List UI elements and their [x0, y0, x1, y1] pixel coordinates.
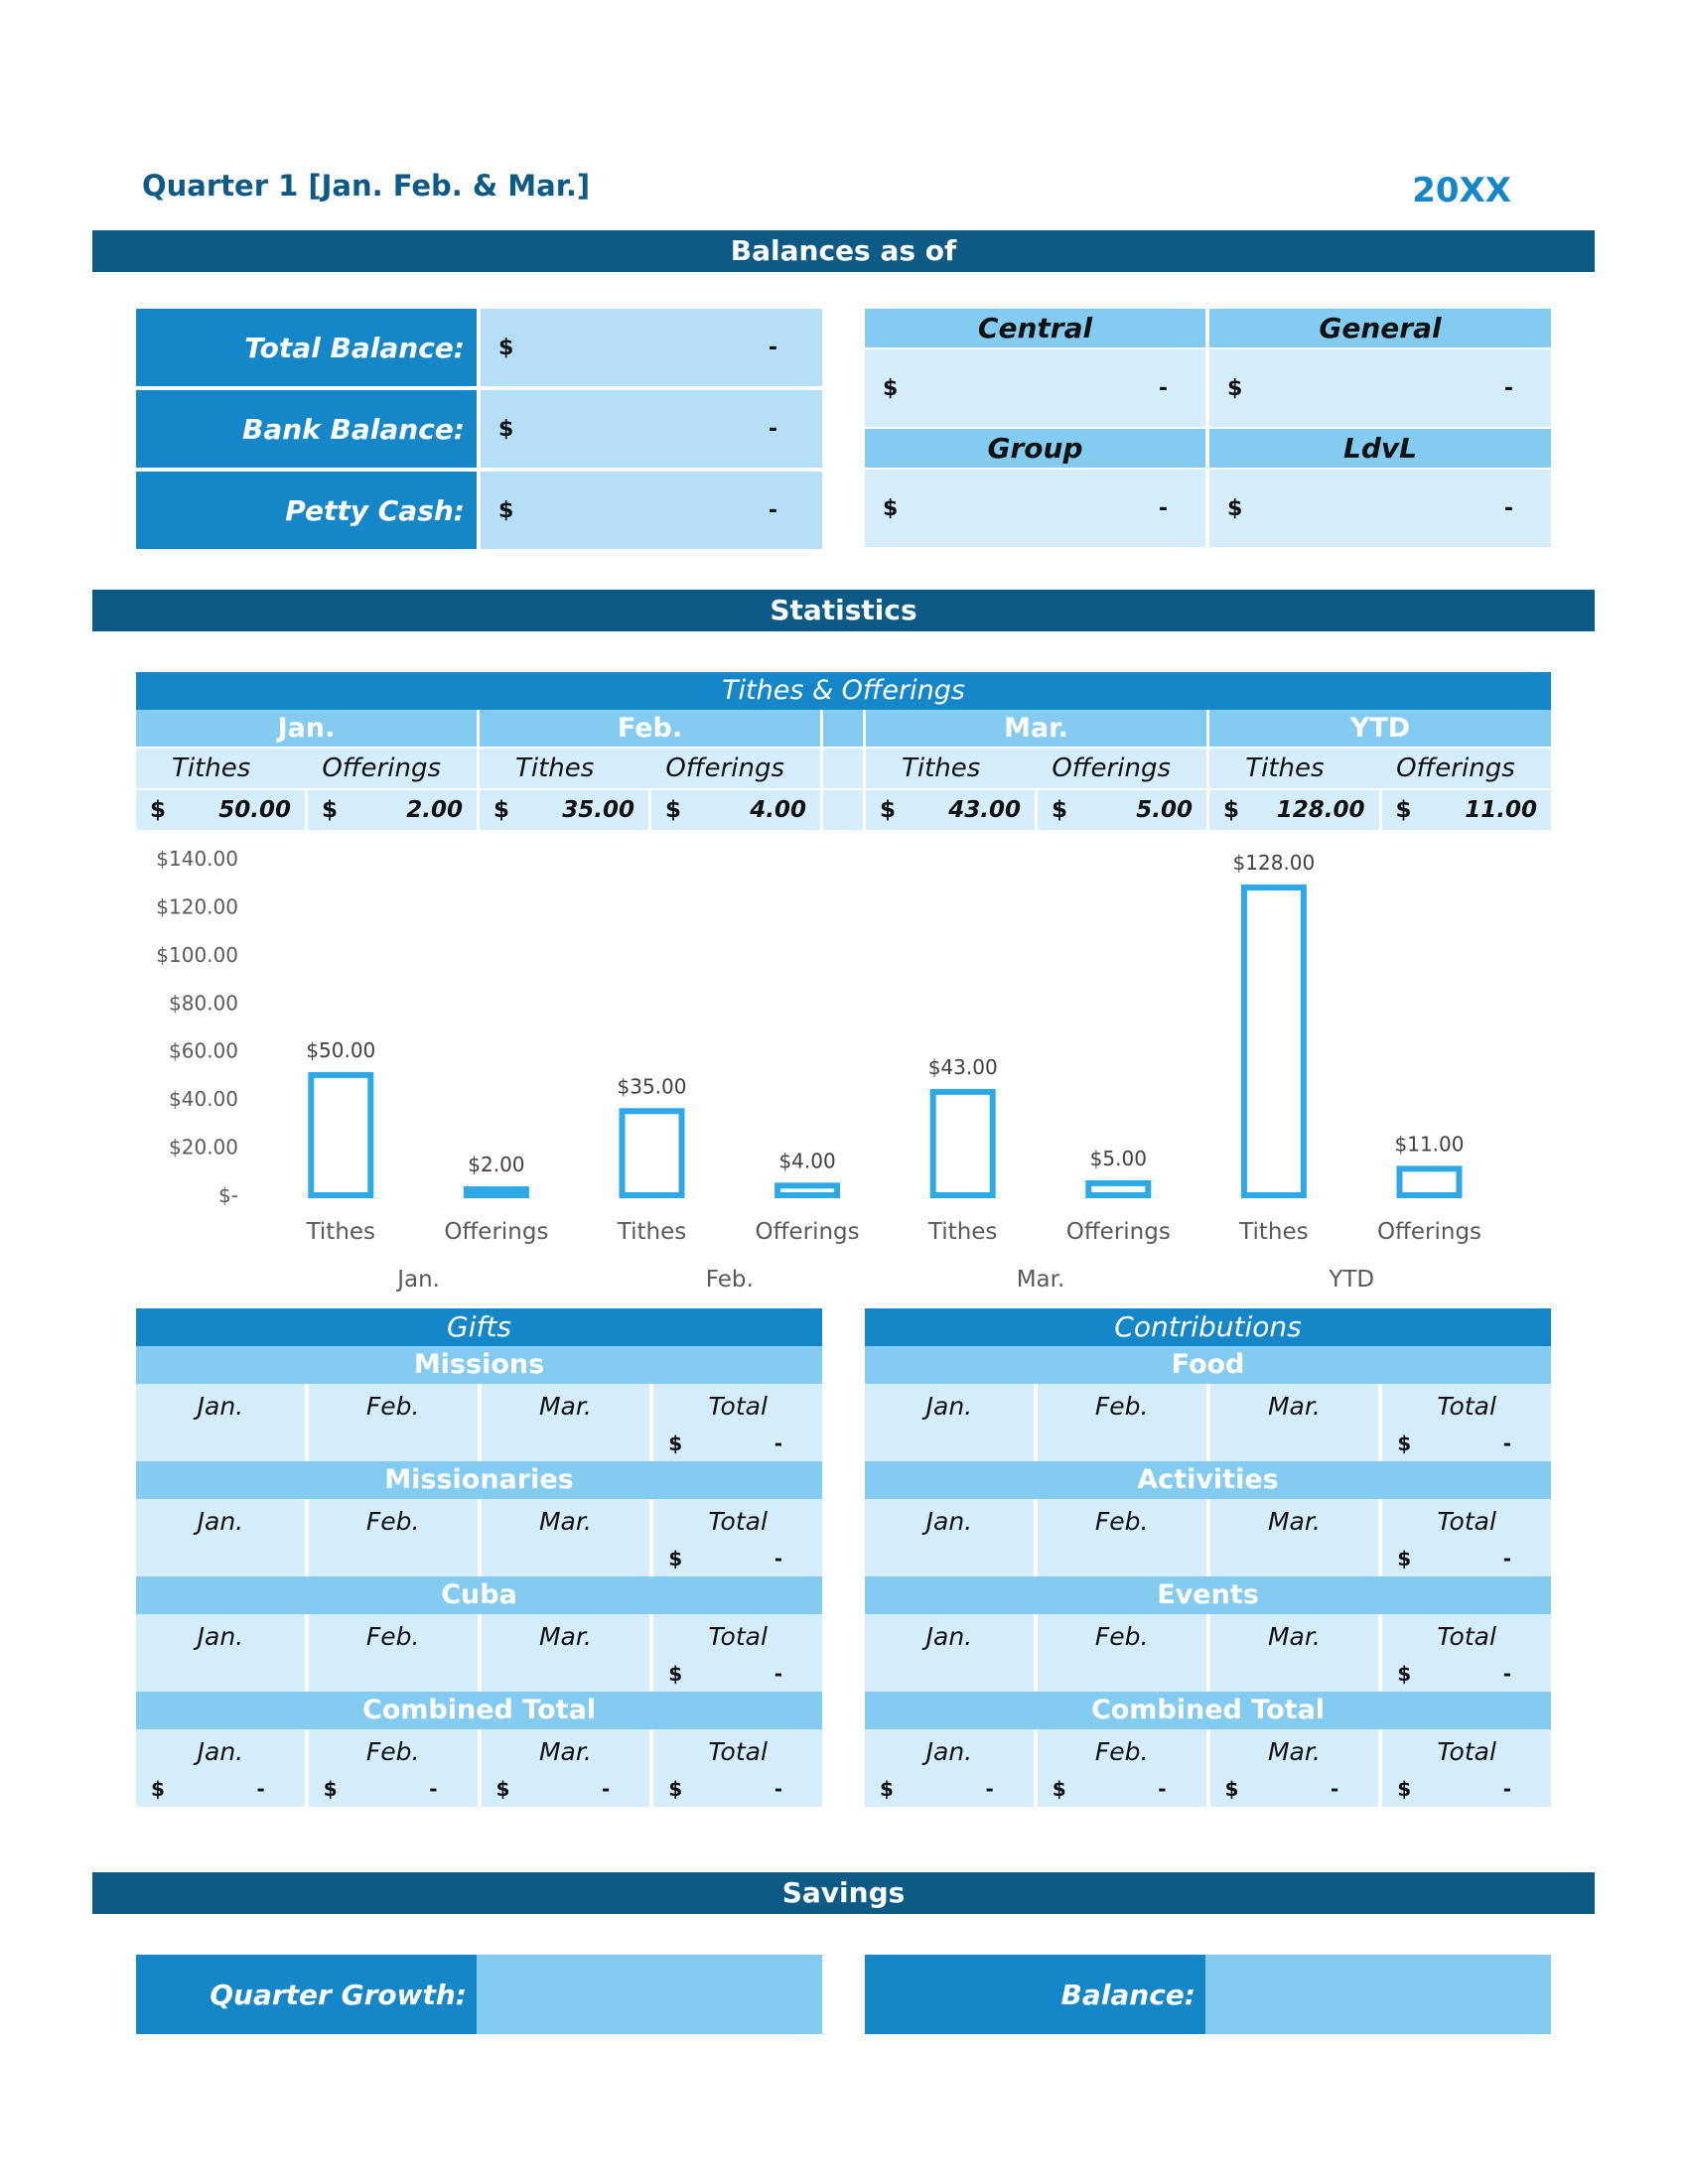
bar — [1088, 1183, 1148, 1195]
month-cell — [309, 1729, 478, 1807]
category-label: Offerings — [755, 1219, 860, 1245]
month-cell — [1382, 1614, 1551, 1692]
data-label: $4.00 — [778, 1149, 836, 1173]
currency-symbol: $ — [1224, 1777, 1239, 1801]
month-label: Total — [708, 1737, 768, 1766]
month-cell — [1382, 1384, 1551, 1461]
group-label: Mar. — [1016, 1267, 1065, 1293]
month-cell — [482, 1729, 650, 1807]
offerings-label: Offerings — [1052, 753, 1171, 783]
currency-symbol: $ — [1395, 797, 1412, 823]
currency-symbol: $ — [883, 495, 899, 521]
year-label: 20XX — [1412, 171, 1511, 210]
month-label: Jan. — [197, 1507, 244, 1536]
month-cell — [136, 1499, 305, 1576]
amount: 11.00 — [1465, 797, 1537, 823]
group-label: YTD — [1329, 1267, 1375, 1293]
amount: - — [1502, 1432, 1511, 1455]
category-label: Tithes — [1239, 1219, 1309, 1245]
month-cell — [653, 1614, 822, 1692]
quarter-title: Quarter 1 [Jan. Feb. & Mar.] — [142, 169, 591, 203]
amount: - — [1158, 375, 1168, 401]
month-cell — [482, 1499, 650, 1576]
amount: 4.00 — [750, 797, 806, 823]
bar — [623, 1111, 682, 1195]
data-label: $50.00 — [306, 1037, 376, 1062]
period-subheader — [866, 749, 1206, 788]
y-tick-label: $60.00 — [169, 1038, 238, 1063]
currency-symbol: $ — [498, 416, 514, 442]
amount: - — [1503, 375, 1513, 401]
month-label: Feb. — [365, 1392, 420, 1421]
currency-symbol: $ — [880, 797, 897, 823]
savings-heading: Savings — [92, 1872, 1595, 1914]
bar — [1244, 887, 1304, 1195]
period-subheader — [136, 749, 477, 788]
month-label: Jan. — [197, 1737, 244, 1766]
account-header-general: General — [1209, 309, 1551, 347]
currency-symbol: $ — [498, 497, 514, 523]
month-label: Total — [1437, 1392, 1496, 1421]
month-label: Jan. — [925, 1507, 973, 1536]
amount: - — [1502, 1662, 1511, 1686]
total-value — [668, 1662, 782, 1686]
currency-symbol: $ — [1397, 1547, 1412, 1570]
month-label: Total — [708, 1622, 768, 1651]
month-cell — [1210, 1729, 1379, 1807]
tithes-label: Tithes — [172, 753, 251, 783]
month-cell — [1038, 1499, 1206, 1576]
combined-total-heading: Combined Total — [865, 1692, 1551, 1729]
month-cell — [136, 1384, 305, 1461]
savings-balance-value — [1205, 1955, 1551, 2034]
combined-total-row — [865, 1729, 1551, 1807]
month-row — [865, 1499, 1551, 1576]
spacer-cell — [823, 710, 863, 747]
account-value-central — [865, 349, 1205, 427]
data-label: $5.00 — [1089, 1146, 1147, 1170]
month-cell — [1382, 1499, 1551, 1576]
amount: - — [774, 1662, 782, 1686]
account-value-ldvl — [1209, 470, 1551, 547]
month-label: Jan. — [925, 1737, 973, 1766]
month-cell — [865, 1729, 1034, 1807]
combined-value — [668, 1777, 782, 1801]
combined-value — [496, 1777, 611, 1801]
section-heading: Missionaries — [136, 1461, 822, 1499]
contributions-body — [865, 1346, 1551, 1807]
currency-symbol: $ — [493, 797, 510, 823]
month-cell — [136, 1614, 305, 1692]
bar — [933, 1092, 993, 1195]
currency-symbol: $ — [1397, 1662, 1412, 1686]
combined-value — [1053, 1777, 1167, 1801]
amount: - — [774, 1777, 782, 1801]
tithes-offerings-chart — [0, 824, 1688, 1300]
month-row — [865, 1614, 1551, 1692]
month-label: Mar. — [1267, 1392, 1321, 1421]
currency-symbol: $ — [150, 797, 167, 823]
petty-cash-label: Petty Cash: — [136, 472, 477, 549]
currency-symbol: $ — [668, 1777, 683, 1801]
currency-symbol: $ — [880, 1777, 894, 1801]
total-value — [1397, 1547, 1511, 1570]
category-label: Offerings — [444, 1219, 549, 1245]
amount: 5.00 — [1136, 797, 1193, 823]
currency-symbol: $ — [495, 1777, 510, 1801]
period-header-ytd: YTD — [1209, 710, 1551, 747]
month-cell — [1382, 1729, 1551, 1807]
balance-summary — [136, 309, 822, 549]
section-heading: Events — [865, 1576, 1551, 1614]
amount: 43.00 — [948, 797, 1021, 823]
month-cell — [482, 1614, 650, 1692]
amount: - — [256, 1777, 265, 1801]
month-cell — [653, 1729, 822, 1807]
month-label: Feb. — [365, 1507, 420, 1536]
currency-symbol: $ — [1227, 375, 1243, 401]
group-label: Jan. — [397, 1267, 440, 1293]
gifts-title: Gifts — [136, 1308, 822, 1346]
contributions-title: Contributions — [865, 1308, 1551, 1346]
currency-symbol: $ — [1227, 495, 1243, 521]
data-label: $35.00 — [617, 1074, 687, 1099]
section-heading: Food — [865, 1346, 1551, 1384]
y-tick-label: $120.00 — [156, 894, 238, 919]
tithes-offerings-table — [136, 672, 1551, 830]
month-label: Mar. — [538, 1392, 592, 1421]
month-label: Mar. — [538, 1507, 592, 1536]
petty-cash-value — [481, 472, 822, 549]
section-heading: Cuba — [136, 1576, 822, 1614]
y-tick-label: $80.00 — [169, 991, 238, 1016]
month-cell — [136, 1729, 305, 1807]
amount: - — [1503, 495, 1513, 521]
month-label: Feb. — [365, 1737, 420, 1766]
account-value-general — [1209, 349, 1551, 427]
month-label: Mar. — [1267, 1507, 1321, 1536]
month-label: Jan. — [925, 1392, 973, 1421]
currency-symbol: $ — [322, 797, 339, 823]
tithes-label: Tithes — [1245, 753, 1325, 783]
category-label: Tithes — [927, 1219, 998, 1245]
month-cell — [309, 1499, 478, 1576]
gifts-body — [136, 1346, 822, 1807]
month-label: Total — [1437, 1737, 1496, 1766]
amount: - — [1502, 1777, 1511, 1801]
total-value — [1397, 1432, 1511, 1455]
currency-symbol: $ — [1052, 797, 1068, 823]
bar — [1400, 1168, 1460, 1195]
month-cell — [1038, 1384, 1206, 1461]
category-label: Offerings — [1376, 1219, 1482, 1245]
y-tick-label: $100.00 — [156, 942, 238, 967]
total-value — [668, 1547, 782, 1570]
month-cell — [865, 1499, 1034, 1576]
month-label: Mar. — [1267, 1622, 1321, 1651]
category-label: Tithes — [617, 1219, 687, 1245]
account-value-group — [865, 470, 1205, 547]
month-cell — [482, 1384, 650, 1461]
currency-symbol: $ — [151, 1777, 165, 1801]
savings-balance-label: Balance: — [865, 1955, 1205, 2034]
period-subheader — [1209, 749, 1551, 788]
total-balance-label: Total Balance: — [136, 309, 477, 386]
month-row — [136, 1499, 822, 1576]
month-cell — [1210, 1614, 1379, 1692]
combined-value — [1397, 1777, 1511, 1801]
bar — [777, 1185, 837, 1195]
currency-symbol: $ — [883, 375, 899, 401]
bank-balance-value — [481, 390, 822, 468]
tithes-label: Tithes — [902, 753, 981, 783]
account-header-central: Central — [865, 309, 1205, 347]
amount: - — [768, 416, 777, 442]
currency-symbol: $ — [668, 1547, 683, 1570]
combined-value — [151, 1777, 265, 1801]
month-label: Total — [708, 1507, 768, 1536]
month-label: Jan. — [197, 1622, 244, 1651]
currency-symbol: $ — [1397, 1777, 1412, 1801]
amount: 50.00 — [218, 797, 291, 823]
quarter-growth-value — [477, 1955, 822, 2034]
offerings-label: Offerings — [665, 753, 784, 783]
category-label: Tithes — [306, 1219, 376, 1245]
month-label: Mar. — [538, 1622, 592, 1651]
currency-symbol: $ — [665, 797, 682, 823]
month-cell — [1210, 1499, 1379, 1576]
currency-symbol: $ — [668, 1432, 683, 1455]
bank-balance-label: Bank Balance: — [136, 390, 477, 468]
currency-symbol: $ — [498, 335, 514, 360]
data-label: $2.00 — [468, 1153, 525, 1176]
month-cell — [1038, 1729, 1206, 1807]
total-value — [668, 1432, 782, 1455]
period-header-feb: Feb. — [480, 710, 820, 747]
month-label: Total — [1437, 1507, 1496, 1536]
group-label: Feb. — [705, 1267, 754, 1293]
offerings-label: Offerings — [322, 753, 441, 783]
data-label: $11.00 — [1394, 1132, 1465, 1157]
month-row — [136, 1614, 822, 1692]
month-cell — [1038, 1614, 1206, 1692]
amount: - — [1158, 1777, 1167, 1801]
data-label: $43.00 — [927, 1054, 998, 1079]
amount: - — [768, 497, 777, 523]
amount: - — [985, 1777, 994, 1801]
quarter-growth-label: Quarter Growth: — [136, 1955, 477, 2034]
month-label: Jan. — [925, 1622, 973, 1651]
month-label: Mar. — [1267, 1737, 1321, 1766]
section-heading: Activities — [865, 1461, 1551, 1499]
month-cell — [865, 1614, 1034, 1692]
combined-value — [324, 1777, 438, 1801]
month-cell — [309, 1614, 478, 1692]
currency-symbol: $ — [1223, 797, 1240, 823]
month-label: Feb. — [365, 1622, 420, 1651]
combined-value — [1225, 1777, 1339, 1801]
combined-value — [880, 1777, 994, 1801]
currency-symbol: $ — [1397, 1432, 1412, 1455]
month-cell — [309, 1384, 478, 1461]
spacer-cell — [823, 749, 863, 788]
currency-symbol: $ — [323, 1777, 338, 1801]
currency-symbol: $ — [1052, 1777, 1066, 1801]
account-header-ldvl: LdvL — [1209, 429, 1551, 468]
y-tick-label: $20.00 — [169, 1135, 238, 1160]
month-label: Feb. — [1094, 1392, 1149, 1421]
y-tick-label: $40.00 — [169, 1087, 238, 1112]
amount: 128.00 — [1276, 797, 1365, 823]
y-tick-label: $- — [218, 1183, 238, 1207]
balances-heading: Balances as of — [92, 230, 1595, 272]
month-cell — [865, 1384, 1034, 1461]
amount: - — [774, 1432, 782, 1455]
month-cell — [1210, 1384, 1379, 1461]
month-label: Feb. — [1094, 1507, 1149, 1536]
amount: - — [768, 335, 777, 360]
combined-total-row — [136, 1729, 822, 1807]
month-cell — [653, 1499, 822, 1576]
total-value — [1397, 1662, 1511, 1686]
tithes-label: Tithes — [515, 753, 595, 783]
month-label: Total — [708, 1392, 768, 1421]
offerings-label: Offerings — [1396, 753, 1515, 783]
contributions-panel — [865, 1308, 1551, 1807]
month-row — [136, 1384, 822, 1461]
savings-balance-row — [865, 1955, 1551, 2034]
amount: - — [429, 1777, 438, 1801]
bar — [311, 1075, 370, 1195]
month-label: Mar. — [538, 1737, 592, 1766]
amount: 2.00 — [406, 797, 463, 823]
y-tick-label: $140.00 — [156, 847, 238, 871]
month-label: Jan. — [197, 1392, 244, 1421]
combined-total-heading: Combined Total — [136, 1692, 822, 1729]
amount: - — [601, 1777, 611, 1801]
currency-symbol: $ — [668, 1662, 683, 1686]
account-balances — [865, 309, 1551, 547]
quarter-growth-row — [136, 1955, 822, 2034]
month-label: Feb. — [1094, 1737, 1149, 1766]
month-row — [865, 1384, 1551, 1461]
period-header-mar: Mar. — [866, 710, 1206, 747]
amount: 35.00 — [562, 797, 634, 823]
account-header-group: Group — [865, 429, 1205, 468]
total-balance-value — [481, 309, 822, 386]
period-header-jan: Jan. — [136, 710, 477, 747]
period-subheader — [480, 749, 820, 788]
month-label: Total — [1437, 1622, 1496, 1651]
month-label: Feb. — [1094, 1622, 1149, 1651]
amount: - — [1330, 1777, 1339, 1801]
amount: - — [1502, 1547, 1511, 1570]
gifts-panel — [136, 1308, 822, 1807]
category-label: Offerings — [1065, 1219, 1171, 1245]
month-cell — [653, 1384, 822, 1461]
amount: - — [1158, 495, 1168, 521]
amount: - — [774, 1547, 782, 1570]
bar — [467, 1189, 526, 1195]
data-label: $128.00 — [1232, 851, 1316, 876]
tithes-offerings-title: Tithes & Offerings — [136, 672, 1551, 710]
statistics-heading: Statistics — [92, 590, 1595, 631]
section-heading: Missions — [136, 1346, 822, 1384]
